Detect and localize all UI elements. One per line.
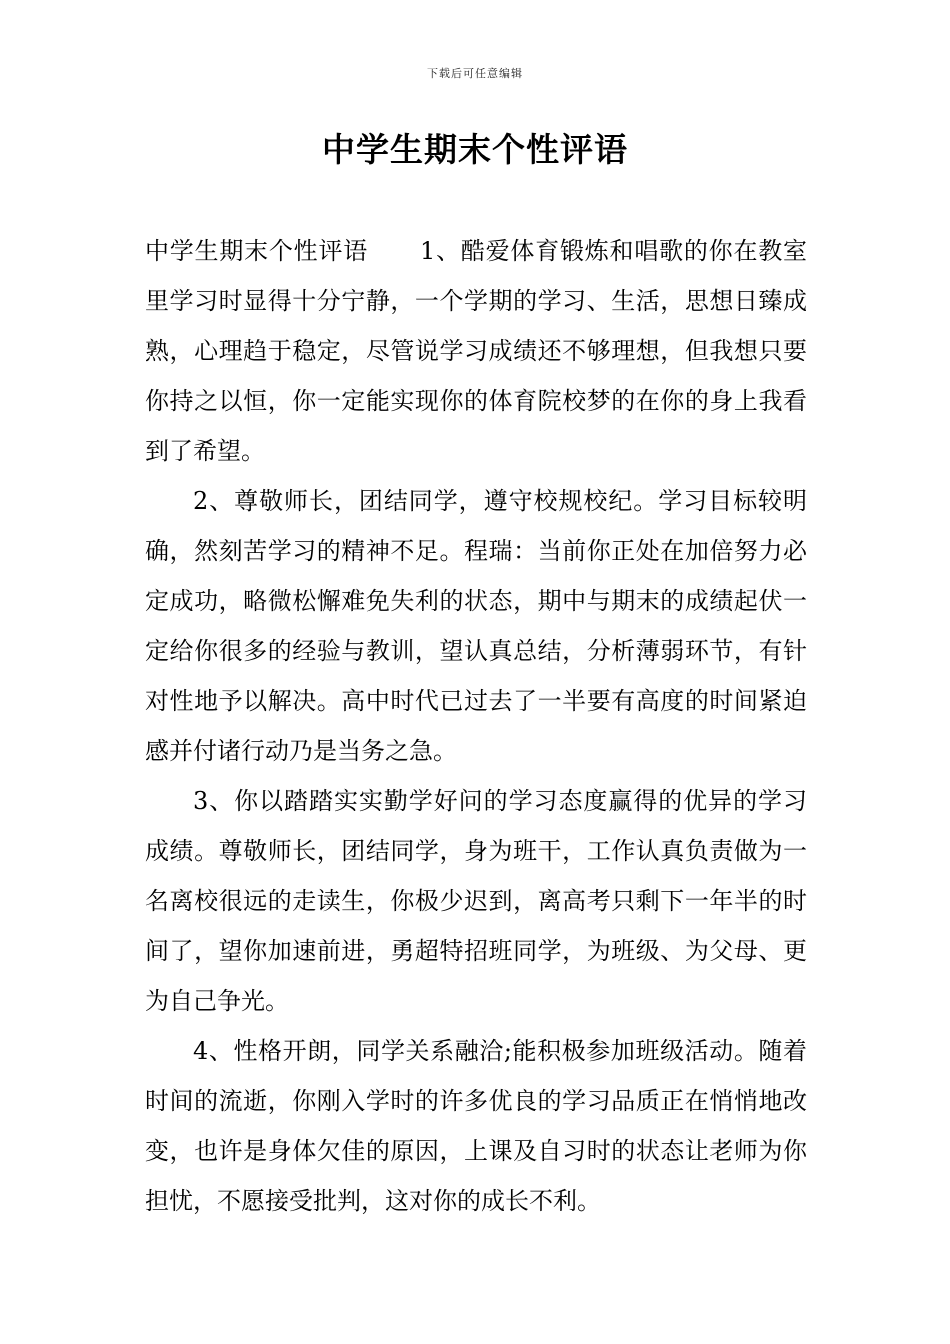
paragraph-1 (145, 226, 807, 476)
paragraph-2: 2、尊敬师长，团结同学，遵守校规校纪。学习目标较明确，然刻苦学习的精神不足。程瑞：当前你正处在加倍努力必定成功，略微松懈难免失利的状态，期中与期末的成绩起伏一定给你很多的经验与教训，望认真总结，分析薄弱环节，有针对性地予以解决。高中时代已过去了一半要有高度的时间紧迫感并付诸行动乃是当务之急。 (145, 487, 807, 765)
document-title: 中学生期末个性评语 (322, 130, 628, 169)
paragraph-4: 4、性格开朗，同学关系融洽;能积极参加班级活动。随着时间的流逝，你刚入学时的许多优良的学习品质正在悄悄地改变，也许是身体欠佳的原因，上课及自习时的状态让老师为你担忧，不愿接受批判，这对你的成长不利。 (145, 1037, 807, 1215)
document-body (145, 226, 807, 1226)
intro-label: 中学生期末个性评语 (145, 237, 369, 265)
header-note: 下载后可任意编辑 (427, 67, 523, 80)
paragraph-1-text: 1、酷爱体育锻炼和唱歌的你在教室里学习时显得十分宁静，一个学期的学习、生活，思想日臻成熟，心理趋于稳定，尽管说学习成绩还不够理想，但我想只要你持之以恒，你一定能实现你的体育院校梦的在你的身上我看到了希望。 (145, 237, 807, 465)
paragraph-3: 3、你以踏踏实实勤学好问的学习态度赢得的优异的学习成绩。尊敬师长，团结同学，身为班干，工作认真负责做为一名离校很远的走读生，你极少迟到，离高考只剩下一年半的时间了，望你加速前进，勇超特招班同学，为班级、为父母、更为自己争光。 (145, 787, 807, 1015)
